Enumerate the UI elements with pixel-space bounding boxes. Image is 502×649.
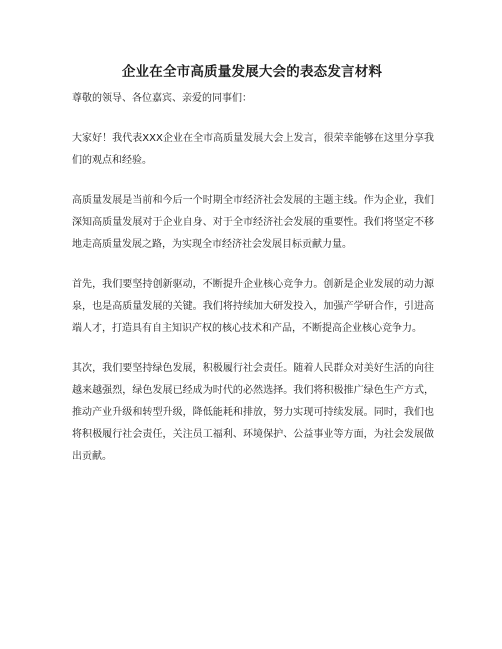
paragraph-high-quality-development: 高质量发展是当前和今后一个时期全市经济社会发展的主题主线。作为企业，我们深知高质量发展对于企业自身、对于全市经济社会发展的重要性。我们将坚定不移地走高质量发展之路，为实现全市经济社会发展目标贡献力量。 [72,195,434,250]
paragraph-innovation: 首先，我们要坚持创新驱动，不断提升企业核心竞争力。创新是企业发展的动力源泉，也是高质量发展的关键。我们将持续加大研发投入，加强产学研合作，引进高端人才，打造具有自主知识产权的核心技术和产品，不断提高企业核心竞争力。 [72,279,434,334]
paragraph-green-development: 其次，我们要坚持绿色发展，积极履行社会责任。随着人民群众对美好生活的向往越来越强烈，绿色发展已经成为时代的必然选择。我们将积极推广绿色生产方式，推动产业升级和转型升级，降低能耗和排放，努力实现可持续发展。同时，我们也将积极履行社会责任，关注员工福利、环境保护、公益事业等方面，为社会发展做出贡献。 [72,363,434,462]
salutation: 尊敬的领导、各位嘉宾、亲爱的同事们： [72,93,252,104]
paragraph-greeting: 大家好！我代表XXX企业在全市高质量发展大会上发言，很荣幸能够在这里分享我们的观点和经验。 [72,133,434,166]
document-title: 企业在全市高质量发展大会的表态发言材料 [121,64,383,80]
